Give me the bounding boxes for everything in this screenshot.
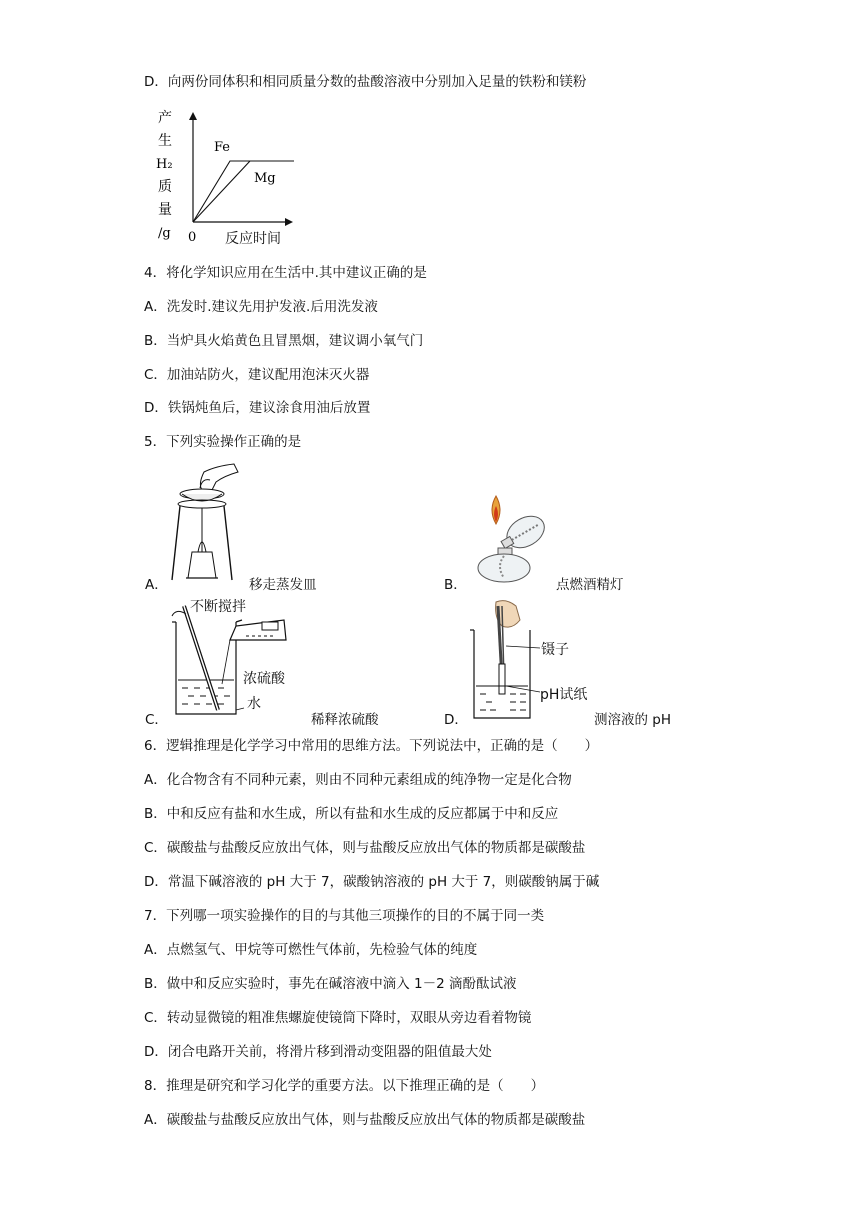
x-axis-label: 反应时间 (225, 231, 281, 247)
q4-stem: 4．将化学知识应用在生活中.其中建议正确的是 (144, 265, 427, 281)
fe-label: Fe (214, 140, 231, 155)
q6-option-b: B．中和反应有盐和水生成，所以有盐和水生成的反应都属于中和反应 (144, 806, 559, 822)
mg-label: Mg (254, 171, 276, 186)
y-label-char-3: 质 (158, 179, 172, 195)
q4-option-d: D．铁锅炖鱼后，建议涂食用油后放置 (144, 400, 371, 416)
stir-label: 不断搅拌 (190, 599, 246, 615)
evaporating-dish-figure (164, 460, 244, 586)
burner (188, 552, 216, 578)
q5-c-letter: C． (145, 712, 168, 728)
ph-test-figure (466, 596, 546, 722)
option-d-text: D．向两份同体积和相同质量分数的盐酸溶液中分别加入足量的铁粉和镁粉 (144, 74, 587, 90)
q4-option-a: A．洗发时.建议先用护发液.后用洗发液 (144, 299, 378, 315)
tweezers-label: 镊子 (541, 642, 569, 658)
q5-c-caption: 稀释浓硫酸 (311, 712, 379, 728)
x-axis-arrow (285, 218, 293, 226)
origin-label: 0 (188, 230, 197, 245)
q6-option-d: D．常温下碱溶液的 pH 大于 7，碳酸钠溶液的 pH 大于 7，则碳酸钠属于碱 (144, 874, 600, 890)
ph-paper (499, 664, 505, 694)
q8-stem: 8．推理是研究和学习化学的重要方法。以下推理正确的是（ ） (144, 1078, 545, 1094)
q7-stem: 7．下列哪一项实验操作的目的与其他三项操作的目的不属于同一类 (144, 908, 545, 924)
y-axis-arrow (189, 112, 197, 120)
q5-d-letter: D． (444, 712, 468, 728)
q5-stem: 5．下列实验操作正确的是 (144, 434, 302, 450)
ph-paper-label: pH试纸 (540, 687, 588, 703)
q5-b-caption: 点燃酒精灯 (556, 577, 624, 593)
q7-option-c: C．转动显微镜的粗准焦螺旋使镜筒下降时，双眼从旁边看着物镜 (144, 1010, 532, 1026)
q6-option-a: A．化合物含有不同种元素，则由不同种元素组成的纯净物一定是化合物 (144, 772, 572, 788)
q5-d-caption: 测溶液的 pH (594, 712, 672, 728)
q4-option-b: B．当炉具火焰黄色且冒黑烟，建议调小氧气门 (144, 333, 424, 349)
fe-line (193, 161, 294, 222)
q7-option-d: D．闭合电路开关前，将滑片移到滑动变阻器的阻值最大处 (144, 1044, 492, 1060)
q8-option-a: A．碳酸盐与盐酸反应放出气体，则与盐酸反应放出气体的物质都是碳酸盐 (144, 1112, 586, 1128)
y-label-char-0: 产 (158, 110, 172, 126)
q7-option-a: A．点燃氢气、甲烷等可燃性气体前，先检验气体的纯度 (144, 942, 478, 958)
q6-option-c: C．碳酸盐与盐酸反应放出气体，则与盐酸反应放出气体的物质都是碳酸盐 (144, 840, 586, 856)
q5-b-letter: B． (444, 577, 467, 593)
hand-icon (200, 464, 238, 492)
y-label-char-4: 量 (158, 202, 172, 218)
q4-option-c: C．加油站防火，建议配用泡沫灭火器 (144, 367, 370, 383)
acid-label: 浓硫酸 (243, 671, 285, 687)
q5-a-caption: 移走蒸发皿 (249, 577, 317, 593)
mg-line (193, 161, 250, 222)
y-label-char-1: 生 (158, 133, 172, 149)
q7-option-b: B．做中和反应实验时，事先在碱溶液中滴入 1－2 滴酚酞试液 (144, 976, 517, 992)
q5-a-letter: A． (145, 577, 168, 593)
alcohol-lamp-figure (466, 490, 556, 588)
y-label-char-5: /g (158, 226, 171, 241)
y-label-char-2: H₂ (156, 157, 173, 172)
q6-stem: 6．逻辑推理是化学学习中常用的思维方法。下列说法中，正确的是（ ） (144, 738, 599, 754)
upright-lamp (478, 554, 530, 582)
water-label: 水 (247, 696, 261, 712)
